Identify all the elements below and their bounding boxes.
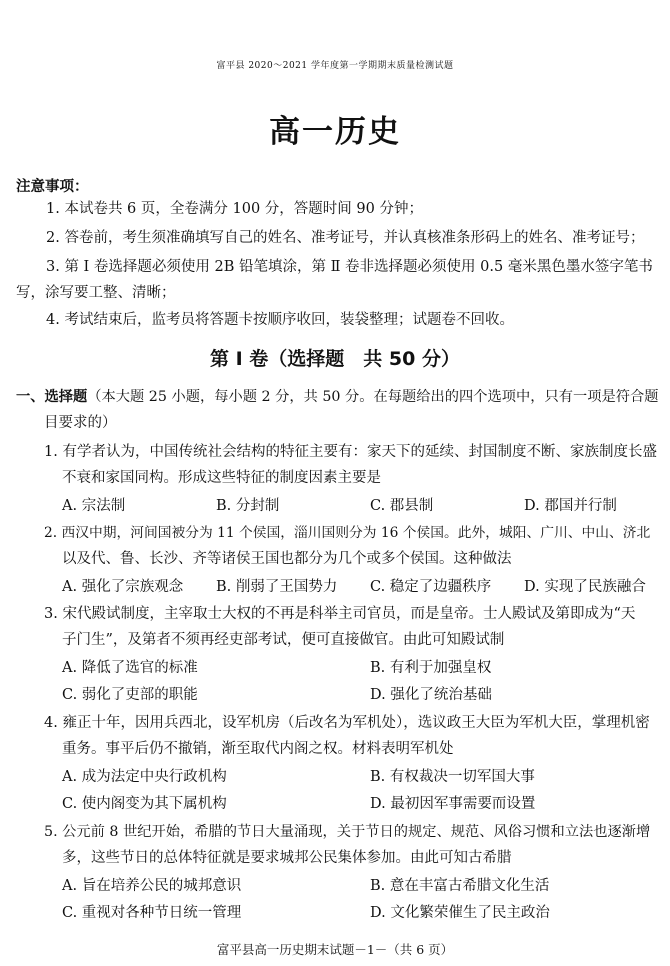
section-instruction-cont: 目要求的） bbox=[44, 415, 117, 431]
page-footer: 富平县高一历史期末试题－1－（共 6 页） bbox=[216, 942, 454, 957]
note-item: 写，涂写要工整、清晰； bbox=[16, 285, 176, 301]
question-3-option-c: C. 弱化了吏部的职能 bbox=[62, 687, 198, 703]
question-4-option-c: C. 使内阁变为其下属机构 bbox=[62, 796, 227, 812]
part-one-title: 第 Ⅰ 卷（选择题 共 50 分） bbox=[210, 348, 460, 370]
question-2-stem: 2. 西汉中期，河间国被分为 11 个侯国，淄川国则分为 16 个侯国。此外，城阳、广川、中山、济北 bbox=[44, 525, 651, 541]
question-3-stem: 3. 宋代殿试制度，主宰取士大权的不再是科举主司官员，而是皇帝。士人殿试及第即成为“天 bbox=[44, 606, 636, 622]
question-5-stem-cont: 多，这些节日的总体特征就是要求城邦公民集体参加。由此可知古希腊 bbox=[62, 850, 512, 866]
question-3-option-a: A. 降低了选官的标准 bbox=[62, 660, 198, 676]
section-instruction-text: （本大题 25 小题，每小题 2 分，共 50 分。在每题给出的四个选项中，只有一项是符合题 bbox=[87, 389, 659, 405]
question-5-option-c: C. 重视对各种节日统一管理 bbox=[62, 905, 242, 921]
question-1-option-d: D. 郡国并行制 bbox=[524, 498, 617, 514]
note-item: 3. 第 Ⅰ 卷选择题必须使用 2B 铅笔填涂，第 Ⅱ 卷非选择题必须使用 0.5 毫米黑色墨水签字笔书 bbox=[46, 259, 653, 275]
question-3-option-d: D. 强化了统治基础 bbox=[370, 687, 492, 703]
question-1-option-c: C. 郡县制 bbox=[370, 498, 434, 514]
question-1-stem: 1. 有学者认为，中国传统社会结构的特征主要有：家天下的延续、封国制度不断、家族制度长盛 bbox=[44, 444, 657, 460]
question-2-option-a: A. 强化了宗族观念 bbox=[62, 579, 184, 595]
question-1-option-a: A. 宗法制 bbox=[62, 498, 126, 514]
section-instruction bbox=[16, 388, 659, 407]
question-2-option-b: B. 削弱了王国势力 bbox=[216, 579, 338, 595]
section-label: 一、选择题 bbox=[16, 389, 88, 405]
question-5-option-d: D. 文化繁荣催生了民主政治 bbox=[370, 905, 550, 921]
notes-heading: 注意事项： bbox=[16, 179, 89, 195]
exam-title: 富平县 2020～2021 学年度第一学期期末质量检测试题 bbox=[216, 61, 454, 71]
note-item: 4. 考试结束后，监考员将答题卡按顺序收回，装袋整理；试题卷不回收。 bbox=[46, 312, 514, 328]
question-2-option-d: D. 实现了民族融合 bbox=[524, 579, 646, 595]
question-3-stem-cont: 子门生”，及第者不须再经吏部考试，便可直接做官。由此可知殿试制 bbox=[62, 632, 505, 648]
question-1-stem-cont: 不衰和家国同构。形成这些特征的制度因素主要是 bbox=[62, 470, 381, 486]
subject-title: 高一历史 bbox=[269, 114, 401, 150]
question-5-option-a: A. 旨在培养公民的城邦意识 bbox=[62, 878, 242, 894]
question-5-option-b: B. 意在丰富古希腊文化生活 bbox=[370, 878, 550, 894]
note-item: 2. 答卷前，考生须准确填写自己的姓名、准考证号，并认真核准条形码上的姓名、准考证号； bbox=[46, 230, 645, 246]
note-item: 1. 本试卷共 6 页，全卷满分 100 分，答题时间 90 分钟； bbox=[46, 201, 423, 217]
question-5-stem: 5. 公元前 8 世纪开始，希腊的节日大量涌现，关于节日的规定、规范、风俗习惯和立法也逐渐增 bbox=[44, 824, 651, 840]
question-4-stem-cont: 重务。事平后仍不撤销，渐至取代内阁之权。材料表明军机处 bbox=[62, 741, 454, 757]
question-1-option-b: B. 分封制 bbox=[216, 498, 280, 514]
question-2-option-c: C. 稳定了边疆秩序 bbox=[370, 579, 492, 595]
question-2-stem-cont: 以及代、鲁、长沙、齐等诸侯王国也都分为几个或多个侯国。这种做法 bbox=[62, 551, 512, 567]
question-4-option-d: D. 最初因军事需要而设置 bbox=[370, 796, 536, 812]
question-4-stem: 4. 雍正十年，因用兵西北，设军机房（后改名为军机处），选议政王大臣为军机大臣，掌理机密 bbox=[44, 715, 650, 731]
question-4-option-a: A. 成为法定中央行政机构 bbox=[62, 769, 227, 785]
question-3-option-b: B. 有利于加强皇权 bbox=[370, 660, 492, 676]
question-4-option-b: B. 有权裁决一切军国大事 bbox=[370, 769, 535, 785]
